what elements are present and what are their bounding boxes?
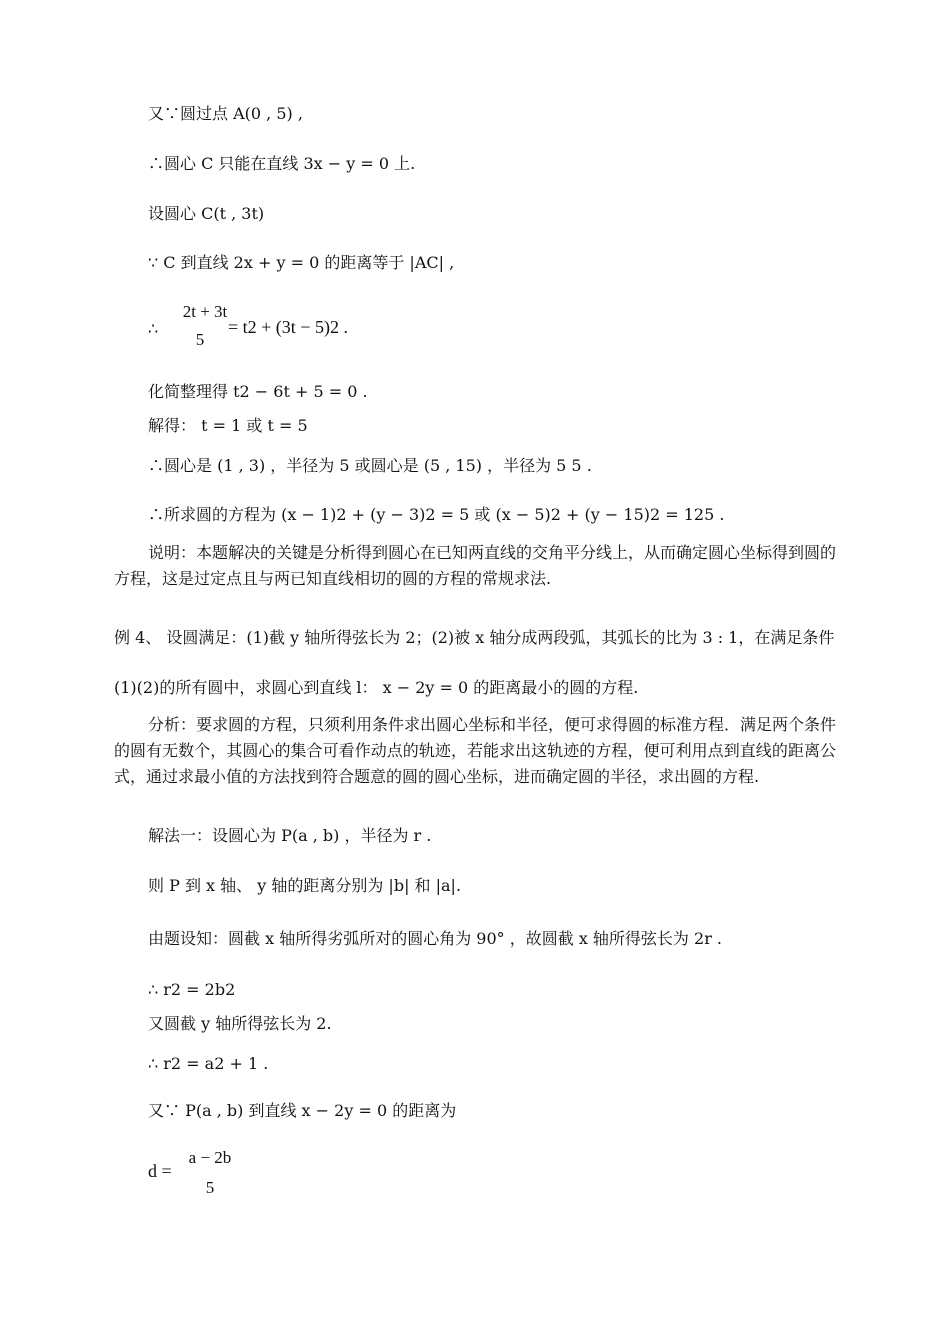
fraction-2-numerator: a − 2b bbox=[188, 1148, 232, 1167]
analysis-paragraph: 分析：要求圆的方程，只须利用条件求出圆心坐标和半径，便可求得圆的标准方程．满足两个条件的圆有无数个，其圆心的集合可看作动点的轨迹，若能求出这轨迹的方程，便可利用点到直线的距离公式，通过求最小值的方法找到符合题意的圆的圆心坐标，进而确定圆的半径，求出圆的方程. bbox=[114, 715, 837, 786]
line-1: 又∵圆过点 A(0 , 5) , bbox=[148, 104, 303, 123]
solution-line-7: 又∵ P(a , b) 到直线 x − 2y = 0 的距离为 bbox=[148, 1101, 457, 1120]
solution-line-1: 解法一：设圆心为 P(a , b) ，半径为 r . bbox=[148, 826, 432, 845]
solution-line-2: 则 P 到 x 轴、 y 轴的距离分别为 |b| 和 |a|. bbox=[148, 876, 462, 895]
line-2: ∴圆心 C 只能在直线 3x − y = 0 上. bbox=[148, 154, 416, 173]
line-5-rhs: = t2 + (3t − 5)2 . bbox=[228, 317, 348, 337]
fraction-2-denominator: 5 bbox=[205, 1178, 215, 1197]
solution-line-5: 又圆截 y 轴所得弦长为 2. bbox=[148, 1014, 332, 1033]
line-4: ∵ C 到直线 2x + y = 0 的距离等于 |AC| , bbox=[148, 253, 455, 272]
fraction-1-denominator: 5 bbox=[195, 330, 205, 349]
line-8: ∴圆心是 (1 , 3) ，半径为 5 或圆心是 (5 , 15) ，半径为 5 5 . bbox=[148, 456, 592, 475]
solution-line-3: 由题设知：圆截 x 轴所得劣弧所对的圆心角为 90° ，故圆截 x 轴所得弦长为 2r . bbox=[148, 929, 723, 948]
example-4-line-1: 例 4、 设圆满足：(1)截 y 轴所得弦长为 2；(2)被 x 轴分成两段弧，其弧长的比为 3 : 1，在满足条件 bbox=[114, 628, 835, 647]
line-5-lead: ∴ bbox=[148, 319, 159, 338]
line-7: 解得： t = 1 或 t = 5 bbox=[148, 416, 308, 435]
example-4-line-2: (1)(2)的所有圆中，求圆心到直线 l： x − 2y = 0 的距离最小的圆的方程. bbox=[114, 678, 639, 697]
line-6: 化简整理得 t2 − 6t + 5 = 0 . bbox=[148, 382, 368, 401]
fraction-1-numerator: 2t + 3t bbox=[182, 302, 228, 321]
note-paragraph: 说明：本题解决的关键是分析得到圆心在已知两直线的交角平分线上，从而确定圆心坐标得到圆的方程，这是过定点且与两已知直线相切的圆的方程的常规求法. bbox=[114, 543, 837, 588]
solution-line-6: ∴ r2 = a2 + 1 . bbox=[148, 1054, 269, 1073]
line-9: ∴所求圆的方程为 (x − 1)2 + (y − 3)2 = 5 或 (x − 5)2 + (y − 15)2 = 125 . bbox=[148, 505, 725, 524]
line-3: 设圆心 C(t , 3t) bbox=[148, 204, 265, 223]
solution-line-4: ∴ r2 = 2b2 bbox=[148, 980, 236, 999]
distance-lead: d = bbox=[148, 1161, 172, 1181]
